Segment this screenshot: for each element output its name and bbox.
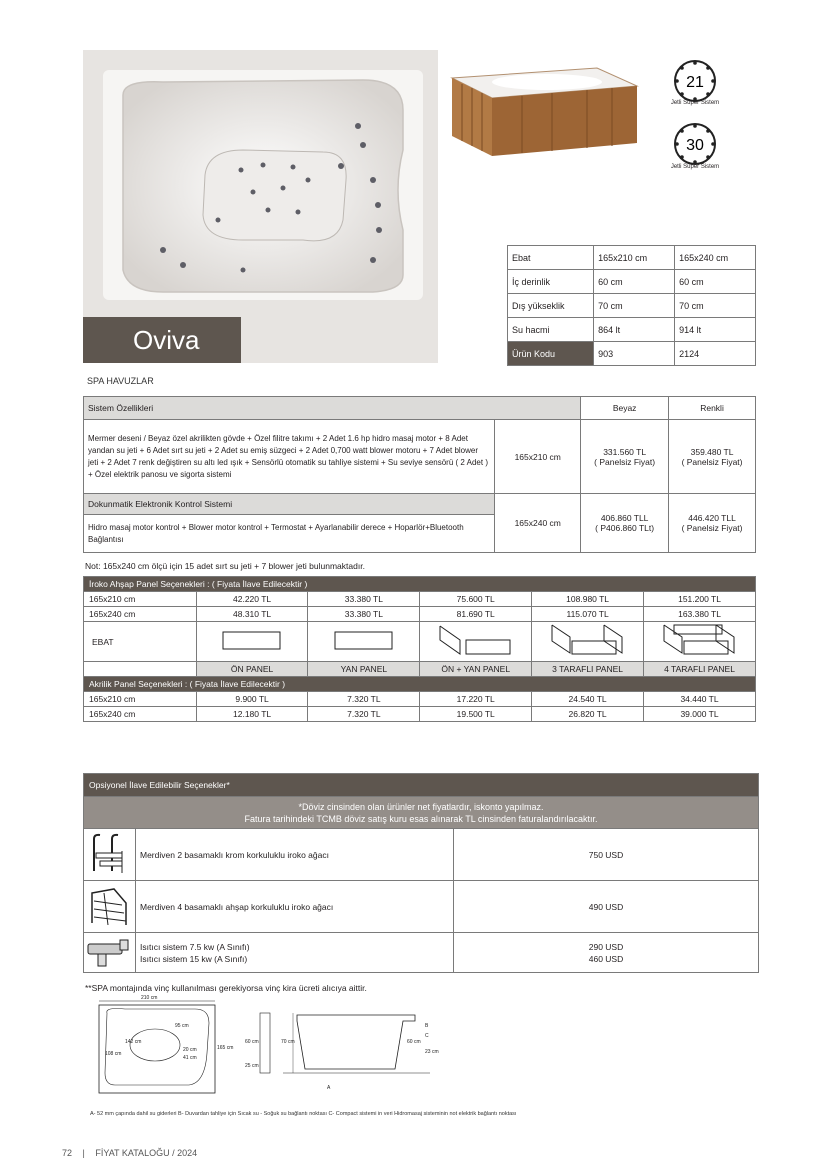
panel-label: ÖN + YAN PANEL — [420, 662, 532, 677]
panel-label: 4 TARAFLI PANEL — [644, 662, 756, 677]
badge-1-label: Jetli Süper Sistem — [670, 100, 720, 106]
svg-text:41 cm: 41 cm — [183, 1055, 197, 1061]
svg-text:165 cm: 165 cm — [217, 1045, 234, 1051]
spec-header-size2: 165x240 cm — [675, 246, 756, 270]
spec-value: 70 cm — [594, 294, 675, 318]
badge-2-number: 30 — [686, 137, 704, 154]
svg-text:A: A — [327, 1085, 331, 1091]
svg-text:210 cm: 210 cm — [141, 995, 158, 1001]
extras-title: Opsiyonel İlave Edilebilir Seçenekler* — [84, 774, 759, 797]
colored-header: Renkli — [669, 397, 756, 420]
extra-name: Merdiven 4 basamaklı ahşap korkuluklu iroko ağacı — [136, 881, 454, 933]
jet-30-badge-icon — [672, 121, 718, 167]
heater-icon — [84, 933, 136, 973]
wooden-spa-image — [447, 58, 639, 158]
price-white-2: 406.860 TLL ( P406.860 TLt) — [581, 494, 669, 553]
badge-1-number: 21 — [686, 74, 704, 91]
features-description: Mermer deseni / Beyaz özel akrilikten gövde + Özel filitre takımı + 2 Adet 1.6 hp hidro masaj motor + 8 Adet yandan su jeti + 6 Adet sırt su jeti + 2 Adet su emiş süzgeci + 2 Adet 0,700 watt blower motoru + 7 Adet blower jeti + 2 Adet 7 renk değiştiren su altı led ışık + Sensörlü otomatik su tahliye sistemi + Su seviye sensörü ( 2 Adet ) + Özel elektrik panosu ve sigorta sistemi — [84, 420, 495, 494]
spec-header-label: Ebat — [508, 246, 594, 270]
svg-text:108 cm: 108 cm — [105, 1051, 122, 1057]
price-white-1: 331.560 TL ( Panelsiz Fiyat) — [581, 420, 669, 494]
page-footer: 72 | FİYAT KATALOĞU / 2024 — [62, 1148, 198, 1158]
extra-price: 290 USD 460 USD — [454, 933, 759, 973]
spec-value: 70 cm — [675, 294, 756, 318]
three-side-panel-diagram-icon — [532, 622, 644, 662]
size-cell: 165x240 cm — [495, 494, 581, 553]
ladder-icon — [84, 829, 136, 881]
price-colored-1: 359.480 TL ( Panelsiz Fiyat) — [669, 420, 756, 494]
badge-2-label: Jetli Süper Sistem — [670, 164, 720, 170]
svg-text:95 cm: 95 cm — [175, 1023, 189, 1029]
panel-label: YAN PANEL — [308, 662, 420, 677]
front-side-panel-diagram-icon — [420, 622, 532, 662]
product-hero — [83, 50, 438, 363]
spec-value: 864 lt — [594, 318, 675, 342]
control-system-title: Dokunmatik Elektronik Kontrol Sistemi — [84, 494, 495, 515]
spec-table — [507, 245, 756, 366]
bathtub-top-view-image — [103, 70, 423, 335]
side-panel-diagram-icon — [308, 622, 420, 662]
spec-label: Su hacmi — [508, 318, 594, 342]
extra-price: 750 USD — [454, 829, 759, 881]
wooden-ladder-icon — [84, 881, 136, 933]
svg-text:70 cm: 70 cm — [281, 1039, 295, 1045]
extra-name: Merdiven 2 basamaklı krom korkuluklu iroko ağacı — [136, 829, 454, 881]
dimension-diagram — [85, 993, 445, 1103]
four-side-panel-diagram-icon — [644, 622, 756, 662]
svg-text:23 cm: 23 cm — [425, 1049, 439, 1055]
svg-text:142 cm: 142 cm — [125, 1039, 142, 1045]
svg-text:60 cm: 60 cm — [407, 1039, 421, 1045]
jet-21-badge-icon — [672, 58, 718, 104]
spec-value: 2124 — [675, 342, 756, 366]
control-description: Hidro masaj motor kontrol + Blower motor kontrol + Termostat + Ayarlanabilir derece + Hoparlör+Bluetooth Bağlantısı — [84, 515, 495, 553]
size-cell: 165x210 cm — [495, 420, 581, 494]
iroko-title: İroko Ahşap Panel Seçenekleri : ( Fiyata İlave Edilecektir ) — [84, 577, 756, 592]
ebat-label: EBAT — [84, 622, 197, 662]
panel-options-table: İroko Ahşap Panel Seçenekleri : ( Fiyata İlave Edilecektir ) 165x210 cm 42.220 TL 33.380 TL 75.600 TL 108.980 TL 151.200 TL 165x240 cm 48.310 TL 33.380 TL 81.690 TL 115.070 TL 163.380 TL EBAT ÖN PANEL YAN PANEL ÖN + YAN PANEL 3 TARAFLI PANEL 4 TARAFLI PANEL Akrilik Panel Seçenekleri : ( Fiyata İlave Edilecektir ) 165x210 cm 9.900 TL 7.320 TL 17.220 TL 24.540 TL 34.440 TL 165x240 cm 12.180 TL 7.320 TL 19.500 TL 26.820 TL 39.000 TL — [83, 576, 756, 722]
spec-label: Dış yükseklik — [508, 294, 594, 318]
spec-value: 60 cm — [675, 270, 756, 294]
spec-label-product-code: Ürün Kodu — [508, 342, 594, 366]
extra-name: Isıtıcı sistem 7.5 kw (A Sınıfı) Isıtıcı sistem 15 kw (A Sınıfı) — [136, 933, 454, 973]
price-table — [83, 396, 756, 553]
spec-label: İç derinlik — [508, 270, 594, 294]
crane-note: **SPA montajında vinç kullanılması gerekiyorsa vinç kira ücreti alıcıya aittir. — [85, 983, 367, 993]
diagram-caption: A- 52 mm çapında dahil su giderleri B- Duvardan tahliye için Sıcak su - Soğuk su bağlantı noktası C- Compact sistemi in veri Hidromasaj sisteminin not elektrik bağlantı noktası — [90, 1111, 517, 1117]
svg-text:60 cm: 60 cm — [245, 1039, 259, 1045]
features-header: Sistem Özellikleri — [84, 397, 581, 420]
white-header: Beyaz — [581, 397, 669, 420]
spec-header-size1: 165x210 cm — [594, 246, 675, 270]
spec-value: 914 lt — [675, 318, 756, 342]
section-title: SPA HAVUZLAR — [87, 376, 154, 386]
optional-extras-table — [83, 773, 759, 973]
extra-price: 490 USD — [454, 881, 759, 933]
svg-text:25 cm: 25 cm — [245, 1063, 259, 1069]
akrilik-title: Akrilik Panel Seçenekleri : ( Fiyata İlave Edilecektir ) — [84, 677, 756, 692]
catalog-title: FİYAT KATALOĞU / 2024 — [95, 1148, 198, 1158]
product-title: Oviva — [83, 317, 241, 363]
spec-value: 903 — [594, 342, 675, 366]
svg-text:B: B — [425, 1023, 429, 1029]
price-colored-2: 446.420 TLL ( Panelsiz Fiyat) — [669, 494, 756, 553]
front-panel-diagram-icon — [196, 622, 308, 662]
currency-notice: *Döviz cinsinden olan ürünler net fiyatlardır, iskonto yapılmaz. Fatura tarihindeki TCMB döviz satış kuru esas alınarak TL cinsinden faturalandırılacaktır. — [84, 797, 759, 829]
panel-label: ÖN PANEL — [196, 662, 308, 677]
svg-text:20 cm: 20 cm — [183, 1047, 197, 1053]
svg-text:C: C — [425, 1033, 429, 1039]
spec-value: 60 cm — [594, 270, 675, 294]
panel-label: 3 TARAFLI PANEL — [532, 662, 644, 677]
jet-note: Not: 165x240 cm ölçü için 15 adet sırt su jeti + 7 blower jeti bulunmaktadır. — [85, 561, 365, 571]
page-number: 72 — [62, 1148, 73, 1158]
